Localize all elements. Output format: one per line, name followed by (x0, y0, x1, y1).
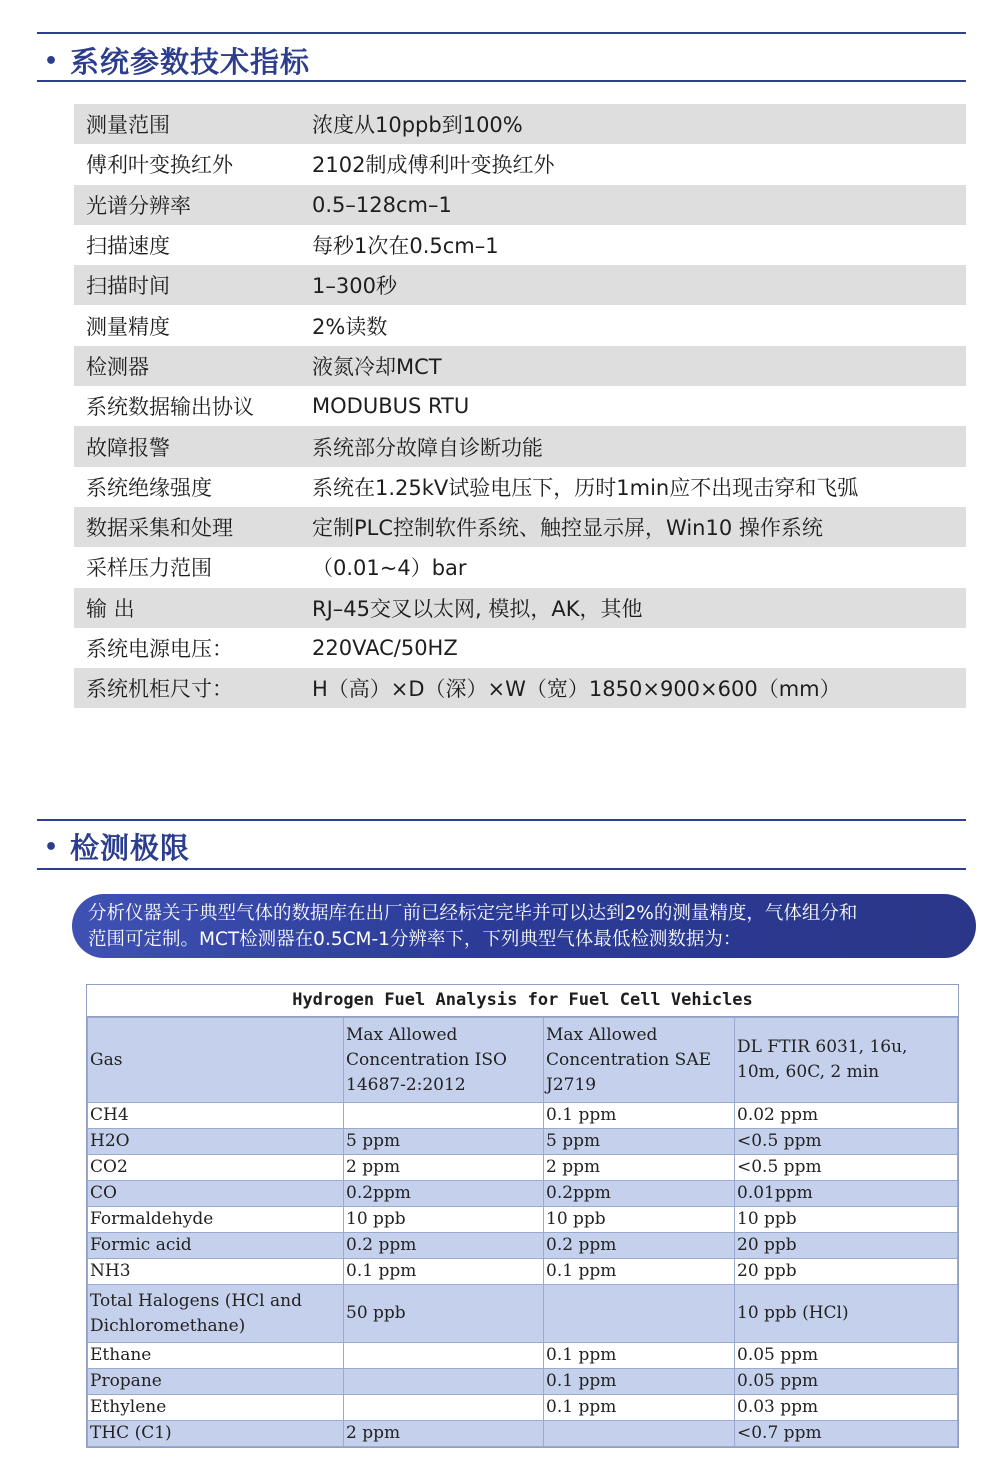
sae-cell (544, 1421, 735, 1447)
iso-cell (344, 1395, 544, 1421)
header-cell: Max Allowed Concentration SAE J2719 (544, 1018, 735, 1103)
spec-label: 光谱分辨率 (86, 193, 191, 218)
section1-title: 系统参数技术指标 (70, 45, 311, 79)
table-row (88, 1343, 958, 1369)
dl-cell: 0.05 ppm (735, 1369, 958, 1395)
spec-row (74, 426, 966, 466)
iso-cell (344, 1103, 544, 1129)
sae-cell: 0.2ppm (544, 1181, 735, 1207)
detection-table (86, 984, 959, 1448)
sae-cell (544, 1285, 735, 1343)
gas-cell: Propane (88, 1369, 344, 1395)
iso-cell: 0.1 ppm (344, 1259, 544, 1285)
gas-cell: Formaldehyde (88, 1207, 344, 1233)
table-row (88, 1207, 958, 1233)
table-row (88, 1421, 958, 1447)
banner-line: 范围可定制。MCT检测器在0.5CM-1分辨率下，下列典型气体最低检测数据为： (88, 929, 742, 950)
sae-cell: 0.1 ppm (544, 1259, 735, 1285)
spec-row (74, 225, 966, 265)
spec-label: 系统机柜尺寸： (86, 677, 233, 702)
dl-cell: 0.05 ppm (735, 1343, 958, 1369)
gas-cell: NH3 (88, 1259, 344, 1285)
header-row (88, 1018, 958, 1103)
dl-cell: <0.5 ppm (735, 1129, 958, 1155)
header-cell: Gas (88, 1018, 344, 1103)
spec-row (74, 547, 966, 587)
sae-cell: 0.1 ppm (544, 1103, 735, 1129)
header-cell: Max Allowed Concentration ISO 14687-2:2012 (344, 1018, 544, 1103)
iso-cell: 10 ppb (344, 1207, 544, 1233)
dl-cell: 0.03 ppm (735, 1395, 958, 1421)
sae-cell: 2 ppm (544, 1155, 735, 1181)
spec-table (74, 104, 966, 708)
spec-value: RJ–45交叉以太网, 模拟，AK，其他 (312, 596, 643, 621)
dl-cell: 20 ppb (735, 1259, 958, 1285)
table-row (88, 1233, 958, 1259)
spec-value: 系统在1.25kV试验电压下，历时1min应不出现击穿和飞弧 (312, 475, 859, 500)
iso-cell: 2 ppm (344, 1155, 544, 1181)
iso-cell: 0.2ppm (344, 1181, 544, 1207)
gas-cell: THC (C1) (88, 1421, 344, 1447)
spec-label: 故障报警 (86, 435, 170, 460)
spec-row (74, 305, 966, 345)
section2-top-rule (37, 819, 966, 821)
spec-row (74, 668, 966, 708)
banner-line: 分析仪器关于典型气体的数据库在出厂前已经标定完毕并可以达到2%的测量精度，气体组分和 (88, 903, 858, 924)
table-row (88, 1369, 958, 1395)
spec-value: 定制PLC控制软件系统、触控显示屏，Win10 操作系统 (312, 516, 823, 541)
iso-cell (344, 1343, 544, 1369)
spec-label: 系统电源电压： (86, 637, 233, 661)
gas-cell: H2O (88, 1129, 344, 1155)
section2-heading (44, 826, 190, 867)
dl-cell: <0.7 ppm (735, 1421, 958, 1447)
gas-cell: CH4 (88, 1103, 344, 1129)
gas-cell: Formic acid (88, 1233, 344, 1259)
spec-label: 系统绝缘强度 (86, 475, 212, 500)
spec-row (74, 265, 966, 305)
spec-label: 采样压力范围 (86, 556, 212, 581)
spec-row (74, 144, 966, 184)
gas-cell: Ethylene (88, 1395, 344, 1421)
iso-cell: 0.2 ppm (344, 1233, 544, 1259)
table-row (88, 1129, 958, 1155)
gas-cell: Total Halogens (HCl and Dichloromethane) (88, 1285, 344, 1343)
table-row (88, 1155, 958, 1181)
sae-cell: 5 ppm (544, 1129, 735, 1155)
spec-value: MODUBUS RTU (312, 394, 470, 419)
iso-cell: 50 ppb (344, 1285, 544, 1343)
sae-cell: 10 ppb (544, 1207, 735, 1233)
spec-label: 测量范围 (86, 113, 170, 138)
header-cell: DL FTIR 6031, 16u, 10m, 60C, 2 min (735, 1018, 958, 1103)
table-row (88, 1285, 958, 1343)
spec-row (74, 588, 966, 628)
table-row (88, 1395, 958, 1421)
spec-label: 扫描速度 (86, 234, 170, 259)
spec-label: 输 出 (86, 596, 135, 621)
iso-cell (344, 1369, 544, 1395)
spec-row (74, 628, 966, 668)
section2-bottom-rule (37, 868, 966, 870)
dl-cell: 10 ppb (735, 1207, 958, 1233)
spec-value: 220VAC/50HZ (312, 636, 458, 660)
sae-cell: 0.1 ppm (544, 1343, 735, 1369)
spec-value: 每秒1次在0.5cm–1 (312, 234, 499, 259)
spec-label: 检测器 (86, 354, 149, 379)
dl-cell: 0.01ppm (735, 1181, 958, 1207)
spec-row (74, 346, 966, 386)
spec-value: 0.5–128cm–1 (312, 192, 452, 217)
intro-banner (72, 894, 976, 958)
spec-row (74, 386, 966, 426)
spec-label: 扫描时间 (86, 274, 170, 299)
table-row (88, 1259, 958, 1285)
spec-label: 傅利叶变换红外 (86, 153, 233, 178)
table-row (88, 1181, 958, 1207)
spec-value: 液氮冷却MCT (312, 354, 442, 379)
sae-cell: 0.1 ppm (544, 1395, 735, 1421)
table-row (88, 1103, 958, 1129)
section2-title: 检测极限 (70, 831, 191, 865)
iso-cell: 5 ppm (344, 1129, 544, 1155)
iso-cell: 2 ppm (344, 1421, 544, 1447)
gas-cell: CO (88, 1181, 344, 1207)
spec-row (74, 507, 966, 547)
dl-cell: <0.5 ppm (735, 1155, 958, 1181)
spec-value: H（高）×D（深）×W（宽）1850×900×600（mm） (312, 677, 841, 702)
spec-row (74, 467, 966, 507)
sae-cell: 0.1 ppm (544, 1369, 735, 1395)
section1-bottom-rule (37, 80, 966, 82)
dl-cell: 10 ppb (HCl) (735, 1285, 958, 1343)
spec-value: 2102制成傅利叶变换红外 (312, 153, 555, 178)
sae-cell: 0.2 ppm (544, 1233, 735, 1259)
gas-cell: CO2 (88, 1155, 344, 1181)
dl-cell: 20 ppb (735, 1233, 958, 1259)
bullet-dot-icon: • (44, 835, 60, 860)
dl-cell: 0.02 ppm (735, 1103, 958, 1129)
spec-label: 测量精度 (86, 314, 170, 339)
detection-table-title: Hydrogen Fuel Analysis for Fuel Cell Vehicles (87, 985, 958, 1017)
spec-row (74, 185, 966, 225)
bullet-dot-icon: • (44, 49, 60, 74)
detection-grid (87, 1017, 958, 1447)
spec-label: 数据采集和处理 (86, 516, 233, 541)
spec-value: （0.01~4）bar (312, 556, 467, 581)
section1-top-rule (37, 32, 966, 34)
spec-value: 系统部分故障自诊断功能 (312, 435, 543, 460)
section1-heading (44, 40, 310, 81)
spec-row (74, 104, 966, 144)
spec-label: 系统数据输出协议 (86, 395, 254, 420)
spec-value: 1–300秒 (312, 274, 397, 299)
spec-value: 2%读数 (312, 314, 388, 339)
gas-cell: Ethane (88, 1343, 344, 1369)
spec-value: 浓度从10ppb到100% (312, 113, 523, 138)
